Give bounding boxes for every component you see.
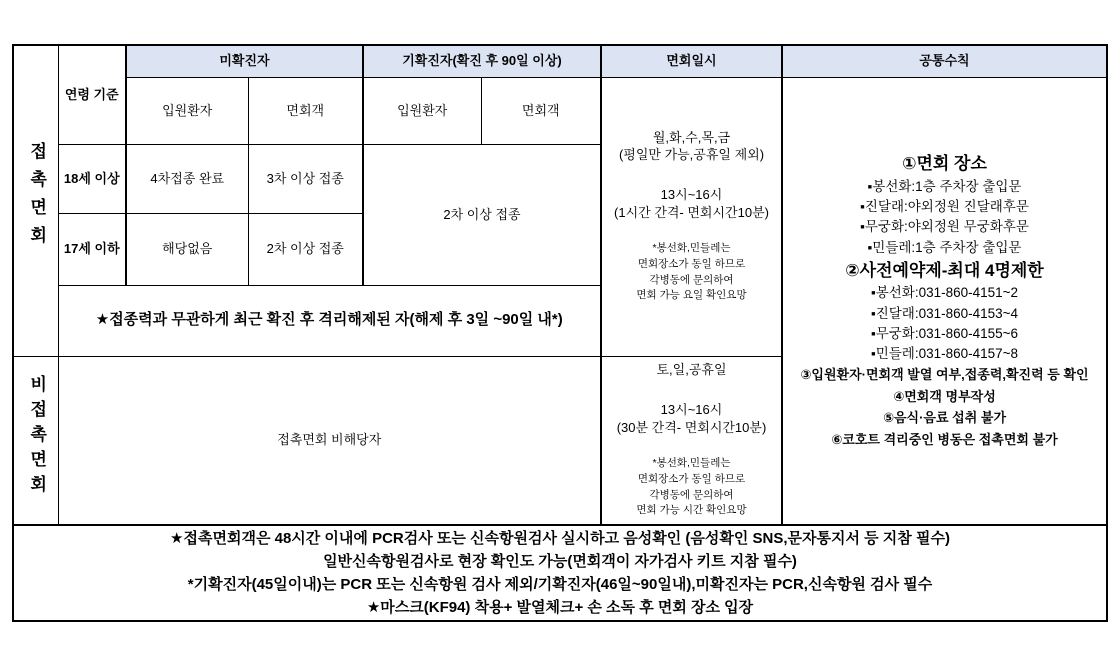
noncontact-visit-label-text: 비접촉면회 bbox=[27, 375, 47, 501]
contact-schedule-footnote-line: 면회 가능 요일 확인요망 bbox=[636, 289, 747, 302]
contact-visit-hours-note: (1시간 간격- 면회시간10분) bbox=[614, 204, 769, 220]
age-row-18-label: 18세 이상 bbox=[58, 144, 126, 213]
reservation-heading: ②사전예약제-최대 4명제한 bbox=[845, 260, 1044, 280]
noncontact-visit-days: 토,일,공휴일 bbox=[656, 362, 727, 378]
reservation-phone-item: ▪무궁화:031-860-4155~6 bbox=[870, 325, 1019, 341]
visit-place-heading: ①면회 장소 bbox=[902, 154, 987, 174]
unconfirmed-inpatient-18-value: 4차접종 완료 bbox=[126, 144, 248, 213]
unconfirmed-visitor-subheader: 면회객 bbox=[248, 77, 363, 144]
common-rules-column-header: 공통수칙 bbox=[782, 45, 1107, 77]
visitation-table bbox=[12, 44, 1108, 622]
confirmed-column-header: 기확진자(확진 후 90일 이상) bbox=[363, 45, 601, 77]
noncontact-schedule-footnote-line: 면회 가능 시간 확인요망 bbox=[636, 504, 747, 517]
confirmed-visitor-subheader: 면회객 bbox=[481, 77, 601, 144]
confirmed-inpatient-subheader: 입원환자 bbox=[363, 77, 481, 144]
common-rule-item: ⑤음식·음료 섭취 불가 bbox=[882, 410, 1007, 426]
unconfirmed-visitor-17-value: 2차 이상 접종 bbox=[248, 213, 363, 285]
noncontact-visit-schedule-cell bbox=[601, 356, 782, 525]
confirmed-vaccination-merged-value: 2차 이상 접종 bbox=[363, 144, 601, 285]
noncontact-visit-hours-note: (30분 간격- 면회시간10분) bbox=[616, 419, 767, 435]
noncontact-visit-row-label bbox=[13, 356, 58, 525]
contact-visit-days: 월,화,수,목,금 bbox=[652, 129, 731, 145]
noncontact-schedule-footnote-line: 각병동에 문의하여 bbox=[649, 488, 734, 501]
unconfirmed-inpatient-subheader: 입원환자 bbox=[126, 77, 248, 144]
common-rule-item: ⑥코호트 격리중인 병동은 접촉면회 불가 bbox=[831, 431, 1058, 447]
visit-place-item: ▪무궁화:야외정원 무궁화후문 bbox=[860, 219, 1029, 235]
unconfirmed-inpatient-17-value: 해당없음 bbox=[126, 213, 248, 285]
reservation-phone-item: ▪민들레:031-860-4157~8 bbox=[870, 346, 1019, 362]
visit-place-item: ▪민들레:1층 주차장 출입문 bbox=[867, 239, 1022, 255]
visit-schedule-column-header: 면회일시 bbox=[601, 45, 782, 77]
footer-note-line: ★마스크(KF94) 착용+ 발열체크+ 손 소독 후 면회 장소 입장 bbox=[366, 599, 754, 616]
age-row-17-label: 17세 이하 bbox=[58, 213, 126, 285]
footer-note-line: *기확진자(45일이내)는 PCR 또는 신속항원 검사 제외/기확진자(46일~90일내),미확진자는 PCR,신속항원 검사 필수 bbox=[187, 576, 933, 593]
footer-note-line: 일반신속항원검사로 현장 확인도 가능(면회객이 자가검사 키트 지참 필수) bbox=[323, 553, 797, 570]
unconfirmed-column-header: 미확진자 bbox=[126, 45, 363, 77]
reservation-phone-item: ▪봉선화:031-860-4151~2 bbox=[870, 285, 1019, 301]
contact-visit-label-text: 접촉면회 bbox=[27, 142, 47, 255]
contact-visit-schedule-cell bbox=[601, 77, 782, 356]
common-rules-cell bbox=[782, 77, 1107, 525]
noncontact-eligibility-cell: 접촉면회 비해당자 bbox=[58, 356, 601, 525]
noncontact-schedule-footnote-line: *봉선화,민들레는 bbox=[652, 457, 731, 470]
noncontact-visit-hours: 13시~16시 bbox=[660, 401, 723, 417]
contact-schedule-footnote-line: 각병동에 문의하여 bbox=[649, 273, 734, 286]
visitation-notice-table bbox=[12, 44, 1108, 622]
footer-notes-cell bbox=[13, 525, 1107, 621]
reservation-phone-item: ▪진달래:031-860-4153~4 bbox=[870, 305, 1019, 321]
common-rule-item: ③입원환자·면회객 발열 여부,접종력,확진력 등 확인 bbox=[800, 367, 1089, 383]
exemption-note: ★접종력과 무관하게 최근 확진 후 격리해제된 자(해제 후 3일 ~90일 내*) bbox=[58, 285, 601, 356]
contact-visit-hours: 13시~16시 bbox=[660, 187, 723, 202]
age-criteria-header: 연령 기준 bbox=[58, 45, 126, 144]
visit-place-item: ▪봉선화:1층 주차장 출입문 bbox=[867, 178, 1022, 194]
contact-schedule-footnote-line: *봉선화,민들레는 bbox=[652, 242, 731, 255]
noncontact-schedule-footnote-line: 면회장소가 동일 하므로 bbox=[637, 472, 746, 485]
common-rule-item: ④면회객 명부작성 bbox=[893, 388, 996, 404]
unconfirmed-visitor-18-value: 3차 이상 접종 bbox=[248, 144, 363, 213]
contact-visit-row-label bbox=[13, 45, 58, 356]
footer-note-line: ★접촉면회객은 48시간 이내에 PCR검사 또는 신속항원검사 실시하고 음성확인 (음성확인 SNS,문자통지서 등 지참 필수) bbox=[170, 530, 950, 547]
contact-schedule-footnote-line: 면회장소가 동일 하므로 bbox=[637, 257, 746, 270]
contact-visit-days-note: (평일만 가능,공휴일 제외) bbox=[618, 147, 765, 163]
visit-place-item: ▪진달래:야외정원 진달래후문 bbox=[860, 199, 1029, 215]
